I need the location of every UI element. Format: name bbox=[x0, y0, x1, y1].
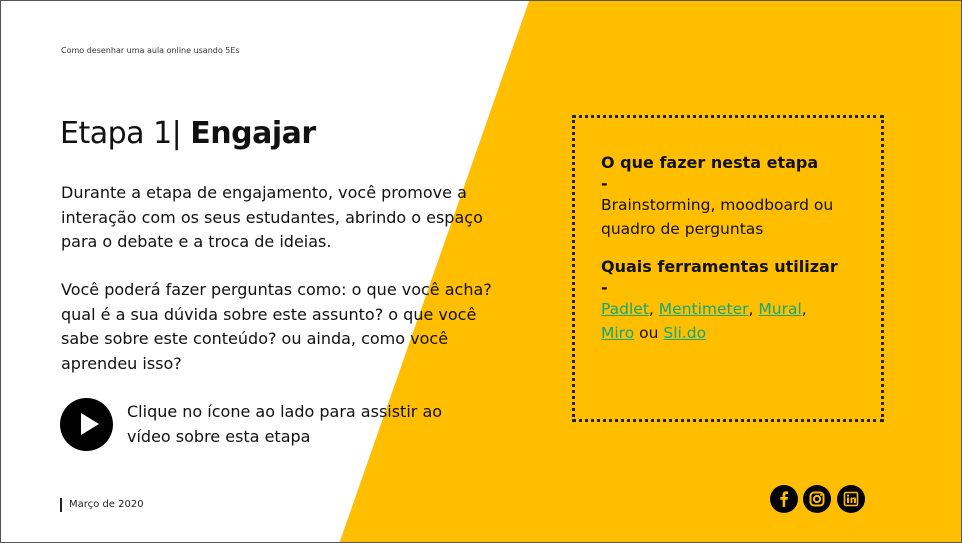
linkedin-icon[interactable] bbox=[837, 485, 865, 513]
what-dash: - bbox=[601, 174, 608, 193]
slido-link[interactable]: Sli.do bbox=[663, 324, 707, 342]
spacer bbox=[601, 241, 871, 255]
date-label: Março de 2020 bbox=[60, 498, 144, 512]
tools-comma-1: , bbox=[648, 300, 654, 318]
facebook-glyph bbox=[770, 485, 798, 513]
facebook-icon[interactable] bbox=[770, 485, 798, 513]
page-title bbox=[60, 116, 316, 151]
play-icon bbox=[81, 413, 99, 435]
what-heading: O que fazer nesta etapa bbox=[601, 153, 819, 172]
mentimeter-link[interactable]: Mentimeter bbox=[658, 300, 749, 318]
page-title-prefix: Etapa 1| bbox=[60, 116, 191, 151]
tools-list bbox=[601, 297, 871, 345]
mural-link[interactable]: Mural bbox=[758, 300, 802, 318]
instagram-glyph bbox=[803, 485, 831, 513]
what-text: Brainstorming, moodboard ou quadro de perguntas bbox=[601, 196, 834, 238]
tools-dash: - bbox=[601, 278, 608, 297]
tools-heading: Quais ferramentas utilizar bbox=[601, 257, 838, 276]
play-video-button[interactable] bbox=[60, 398, 113, 451]
tools-comma-3: , bbox=[801, 300, 807, 318]
video-instruction: Clique no ícone ao lado para assistir ao vídeo sobre esta etapa bbox=[127, 402, 443, 446]
info-box bbox=[572, 115, 884, 422]
miro-link[interactable]: Miro bbox=[601, 324, 635, 342]
questions-paragraph: Você poderá fazer perguntas como: o que você acha? qual é a sua dúvida sobre este assunto? o que você sabe sobre este conteúdo? ou ainda, como você aprendeu isso? bbox=[61, 280, 492, 373]
intro-paragraph: Durante a etapa de engajamento, você promove a interação com os seus estudantes, abrindo o espaço para o debate e a troca de ideias. bbox=[61, 183, 483, 251]
linkedin-glyph bbox=[837, 485, 865, 513]
page-title-bold: Engajar bbox=[190, 116, 316, 151]
info-box-content bbox=[601, 151, 871, 345]
instagram-icon[interactable] bbox=[803, 485, 831, 513]
deck-title: Como desenhar uma aula online usando 5Es bbox=[61, 46, 240, 55]
tools-comma-2: , bbox=[748, 300, 754, 318]
tools-or: ou bbox=[639, 324, 659, 342]
padlet-link[interactable]: Padlet bbox=[601, 300, 649, 318]
